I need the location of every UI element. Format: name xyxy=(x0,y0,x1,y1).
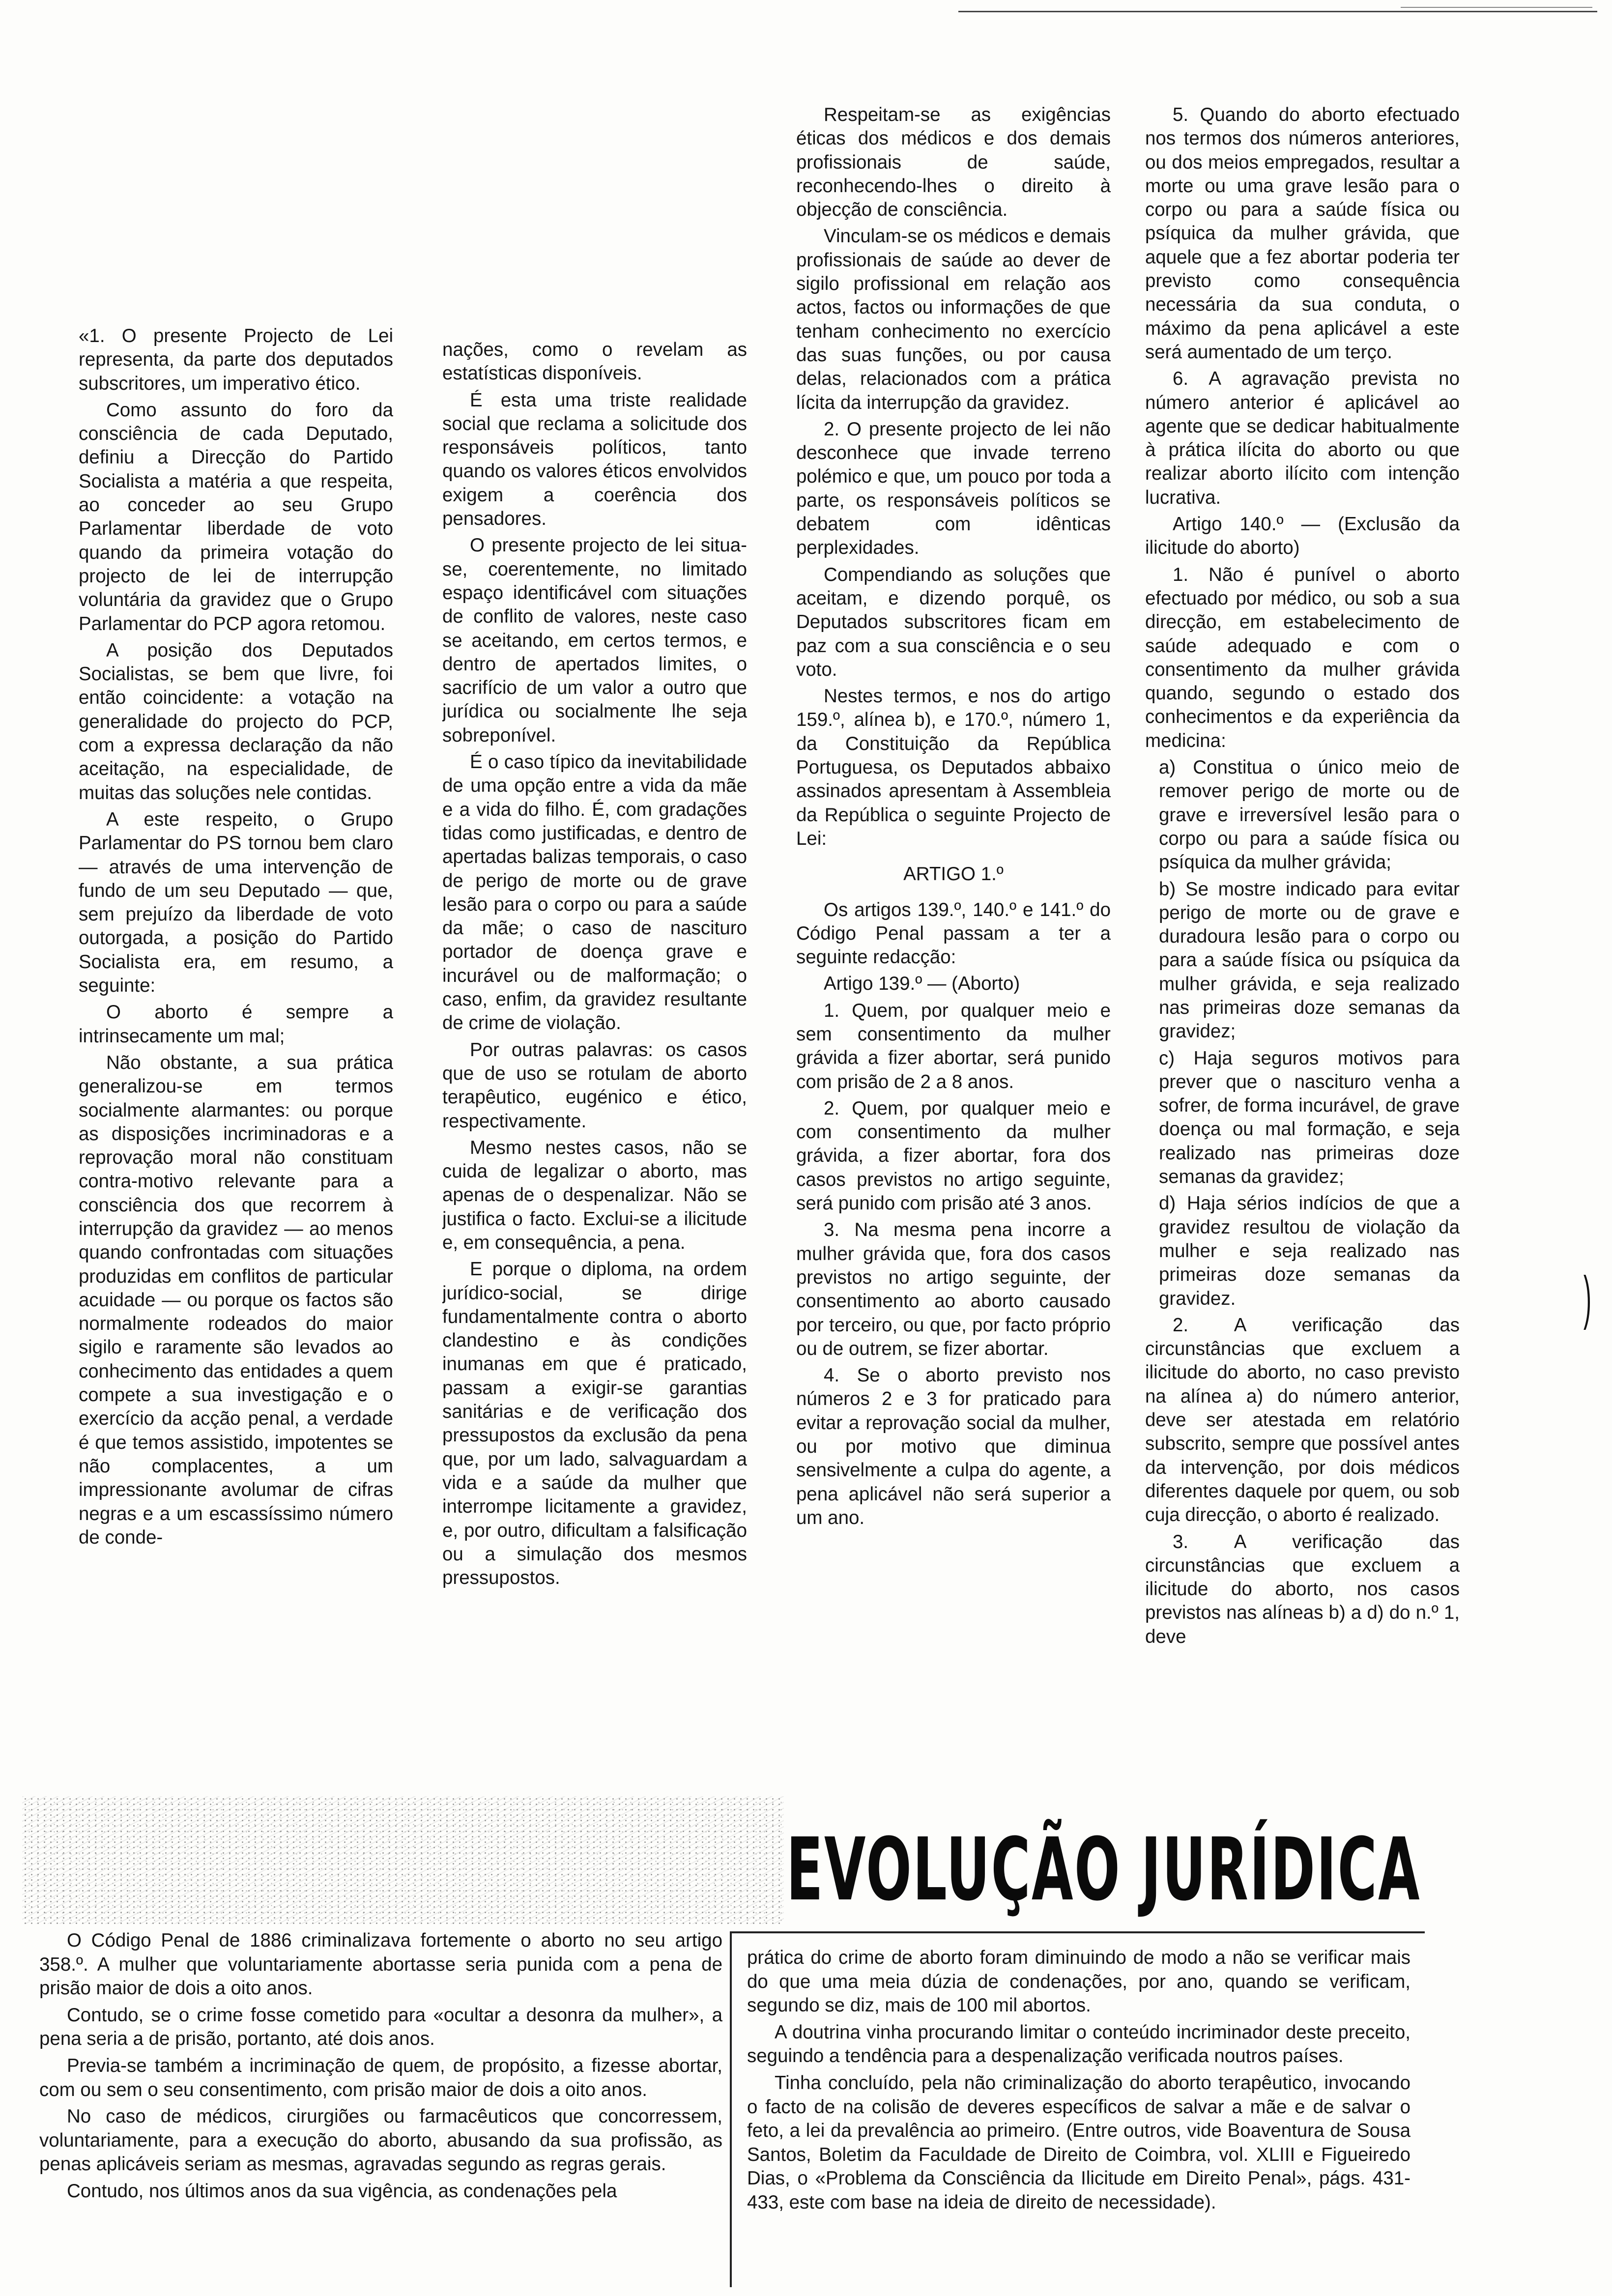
evolution-paragraph-8: Tinha concluído, pela não criminalização do aborto terapêutico, invocando o facto de na colisão de deveres específicos de salvar a mãe e de salvar o feto, a lei da prevalência ao primeiro. (Entre outros, vide Boaventura de Sousa Santos, Boletim da Faculdade de Direito de Coimbra, vol. XLIII e Figueiredo Dias, o «Problema da Consciência da Ilicitude em Direito Penal», págs. 431-433, este com base na ideia de direito de necessidade). xyxy=(747,2072,1410,2213)
evolution-paragraph-5: Contudo, nos últimos anos da sua vigência, as condenações pela xyxy=(67,2180,617,2202)
col1-paragraph-3: A posição dos Deputados Socialistas, se bem que livre, foi então coincidente: a votação na generalidade do projecto do PCP, com a expressa declaração da não aceitação, na especialidade, de muitas das soluções nele contidas. xyxy=(79,639,393,804)
col1-paragraph-4: A este respeito, o Grupo Parlamentar do PS tornou bem claro — através de uma intervenção de fundo de um seu Deputado — que, sem prejuízo da liberdade de voto outorgada, a posição do Partido Socialista era, em resumo, a seguinte: xyxy=(79,808,393,997)
evolution-paragraph-4: No caso de médicos, cirurgiões ou farmacêuticos que concorressem, voluntariamente, para a execução do aborto, abusando da sua profissão, as penas aplicáveis seriam as mesmas, agravadas segundo as regras gerais. xyxy=(39,2106,722,2175)
col2-paragraph-7: E porque o diploma, na ordem jurídico-social, se dirige fundamentalmente contra o aborto clandestino e às condições inumanas em que é praticado, passam a exigir-se garantias sanitárias e de verificação dos pressupostos da exclusão da pena que, por um lado, salvaguardam a vida e a saúde da mulher que interrompe licitamente a gravidez, e, por outro, dificultam a falsificação ou a simulação dos mesmos pressupostos. xyxy=(442,1259,747,1589)
col3-paragraph-7: 1. Quem, por qualquer meio e sem consentimento da mulher grávida a fizer abortar, será punido com prisão de 2 a 8 anos. xyxy=(796,1000,1111,1092)
col3-paragraph-9: 3. Na mesma pena incorre a mulher grávida que, fora dos casos previstos no artigo seguinte, der consentimento ao aborto causado por terceiro, ou que, por facto próprio ou de outrem, se fizer abortar. xyxy=(796,1219,1111,1359)
col3-article-title: Artigo 139.º — (Aborto) xyxy=(824,973,1020,995)
evolution-right-column xyxy=(747,1946,1410,2290)
col2-paragraph-4: É o caso típico da inevitabilidade de uma opção entre a vida da mãe e a vida do filho. É, com gradações tidas como justificadas, e dentro de apertadas balizas temporais, o caso de perigo de morte ou de grave lesão para o corpo ou para a saúde da mãe; o caso de nascituro portador de doença grave e incurável ou de malformação; o caso, enfim, da gravidez resultante de crime de violação. xyxy=(442,751,747,1034)
column-3 xyxy=(796,103,1111,1794)
top-rule xyxy=(958,11,1597,12)
col4-paragraph-1: 5. Quando do aborto efectuado nos termos dos números anteriores, ou dos meios empregados, resultar a morte ou uma grave lesão para o corpo ou para a saúde física ou psíquica da mulher grávida, que aquele que a fez abortar poderia ter previsto como consequência necessária da sua conduta, o máximo da pena aplicável a este será aumentado de um terço. xyxy=(1145,104,1460,363)
column-1 xyxy=(79,324,393,1799)
col4-article-title: Artigo 140.º — (Exclusão da ilicitude do aborto) xyxy=(1145,514,1460,559)
col4-item-a: a) Constitua o único meio de remover perigo de morte ou de grave e irreversível lesão para o corpo ou para a saúde física ou psíquica da mulher grávida; xyxy=(1159,757,1460,873)
column-2 xyxy=(442,338,747,1803)
col3-paragraph-5: Nestes termos, e nos do artigo 159.º, alínea b), e 170.º, número 1, da Constituição da República Portuguesa, os Deputados abbaixo assinados apresentam à Assembleia da República o seguinte Projecto de Lei: xyxy=(796,686,1111,849)
col2-paragraph-5: Por outras palavras: os casos que de uso se rotulam de aborto terapêutico, eugénico e ético, respectivamente. xyxy=(442,1039,747,1132)
col2-paragraph-2: É esta uma triste realidade social que reclama a solicitude dos responsáveis políticos, tanto quando os valores éticos envolvidos exigem a coerência dos pensadores. xyxy=(442,389,747,530)
col1-paragraph-6: Não obstante, a sua prática generalizou-se em termos socialmente alarmantes: ou porque as disposições incriminadoras e a reprovação moral não constituam contra-motivo relevante para a consciência dos que recorrem à interrupção da gravidez — ao menos quando confrontadas com situações produzidas em conflitos de particular acuidade — ou porque os factos são normalmente rodeados do maior sigilo e raramente são levados ao conhecimento das entidades a quem compete a sua investigação e o exercício da acção penal, a verdade é que temos assistido, impotentes se não complacentes, a um impressionante avolumar de cifras negras e a um escassíssimo número de conde- xyxy=(79,1052,393,1548)
col3-paragraph-6: Os artigos 139.º, 140.º e 141.º do Código Penal passam a ter a seguinte redacção: xyxy=(796,899,1111,968)
col3-paragraph-8: 2. Quem, por qualquer meio e com consentimento da mulher grávida, a fizer abortar, fora dos casos previstos no artigo seguinte, será punido com prisão até 3 anos. xyxy=(796,1097,1111,1214)
col4-item-b: b) Se mostre indicado para evitar perigo de morte ou de grave e duradoura lesão para o corpo ou para a saúde física ou psíquica da mulher grávida, e seja realizado nas primeiras doze semanas da gravidez; xyxy=(1159,878,1460,1042)
col1-paragraph-5: O aborto é sempre a intrinsecamente um mal; xyxy=(79,1002,393,1047)
evolution-paragraph-6: prática do crime de aborto foram diminuindo de modo a não se verificar mais do que uma meia dúzia de condenações, por ano, quando se verificam, segundo se diz, mais de 100 mil abortos. xyxy=(747,1947,1410,2016)
evolution-paragraph-2: Contudo, se o crime fosse cometido para «ocultar a desonra da mulher», a pena seria a de prisão, portanto, até dois anos. xyxy=(39,2004,722,2050)
col4-paragraph-5: 3. A verificação das circunstâncias que excluem a ilicitude do aborto, nos casos previstos nas alíneas b) a d) do n.º 1, deve xyxy=(1145,1531,1460,1647)
col4-paragraph-4: 2. A verificação das circunstâncias que excluem a ilicitude do aborto, no caso previsto na alínea a) do número anterior, deve ser atestada em relatório subscrito, sempre que possível antes da intervenção, por dois médicos diferentes daquele por quem, ou sob cuja direcção, o aborto é realizado. xyxy=(1145,1314,1460,1526)
evolution-left-column xyxy=(39,1929,722,2293)
col4-paragraph-3: 1. Não é punível o aborto efectuado por médico, ou sob a sua direcção, em estabelecimento de saúde adequado e com o consentimento da mulher grávida quando, segundo o estado dos conhecimentos e da experiência da medicina: xyxy=(1145,564,1460,751)
col3-paragraph-3: 2. O presente projecto de lei não desconhece que invade terreno polémico e que, um pouco por toda a parte, os responsáveis políticos se debatem com idênticas perplexidades. xyxy=(796,418,1111,559)
evolution-paragraph-7: A doutrina vinha procurando limitar o conteúdo incriminador deste preceito, seguindo a tendência para a despenalização verificada noutros países. xyxy=(747,2021,1410,2067)
col3-paragraph-2: Vinculam-se os médicos e demais profissionais de saúde ao dever de sigilo profissional em relação aos actos, factos ou informações de que tenham conhecimento no exercício das suas funções, ou por causa delas, relacionados com a prática lícita da interrupção da gravidez. xyxy=(796,226,1111,413)
margin-mark: ) xyxy=(1583,1264,1591,1330)
evolution-paragraph-1: O Código Penal de 1886 criminalizava fortemente o aborto no seu artigo 358.º. A mulher que voluntariamente abortasse seria punida com a pena de prisão maior de dois a oito anos. xyxy=(39,1930,722,1999)
col2-paragraph-6: Mesmo nestes casos, não se cuida de legalizar o aborto, mas apenas de o despenalizar. Não se justifica o facto. Exclui-se a ilicitude e, em consequência, a pena. xyxy=(442,1137,747,1253)
col1-paragraph-1: «1. O presente Projecto de Lei representa, da parte dos deputados subscritores, um imperativo ético. xyxy=(79,325,393,394)
top-rule-short xyxy=(1401,7,1592,8)
col4-item-d: d) Haja sérios indícios de que a gravidez resultou de violação da mulher e seja realizado nas primeiras doze semanas da gravidez. xyxy=(1159,1193,1460,1309)
col3-paragraph-10: 4. Se o aborto previsto nos números 2 e 3 for praticado para evitar a reprovação social da mulher, ou por motivo que diminua sensivelmente a culpa do agente, a pena aplicável não será superior a um ano. xyxy=(796,1365,1111,1528)
col2-paragraph-1: nações, como o revelam as estatísticas disponíveis. xyxy=(442,339,747,384)
col4-item-c: c) Haja seguros motivos para prever que o nascituro venha a sofrer, de forma incurável, de grave doença ou mal formação, e seja realizado nas primeiras doze semanas da gravidez; xyxy=(1159,1047,1460,1188)
col4-paragraph-2: 6. A agravação prevista no número anterior é aplicável ao agente que se dedicar habitualmente à prática ilícita do aborto ou que realizar aborto ilícito com intenção lucrativa. xyxy=(1145,368,1460,508)
col3-paragraph-4: Compendiando as soluções que aceitam, e dizendo porquê, os Deputados subscritores ficam em paz com a sua consciência e o seu voto. xyxy=(796,564,1111,680)
col2-paragraph-3: O presente projecto de lei situa-se, coerentemente, no limitado espaço identificável com situações de conflito de valores, neste caso se aceitando, em certos termos, e dentro de apertados limites, o sacrifício de um valor a outro que jurídica ou socialmente lhe seja sobreponível. xyxy=(442,535,747,746)
col1-paragraph-2: Como assunto do foro da consciência de cada Deputado, definiu a Direcção do Partido Socialista a matéria a que respeita, ao conceder ao seu Grupo Parlamentar liberdade de voto quando da primeira votação do projecto de lei de interrupção voluntária da gravidez que o Grupo Parlamentar do PCP agora retomou. xyxy=(79,399,393,634)
section-title: EVOLUÇÃO JURÍDICA xyxy=(786,1819,1421,1920)
column-4 xyxy=(1145,103,1460,1808)
evolution-paragraph-3: Previa-se também a incriminação de quem, de propósito, a fizesse abortar, com ou sem o seu consentimento, com prisão maior de dois a oito anos. xyxy=(39,2055,722,2100)
article-heading: ARTIGO 1.º xyxy=(903,863,1004,885)
banner-halftone xyxy=(22,1796,784,1924)
col3-paragraph-1: Respeitam-se as exigências éticas dos médicos e dos demais profissionais de saúde, reconhecendo-lhes o direito à objecção de consciência. xyxy=(796,104,1111,221)
